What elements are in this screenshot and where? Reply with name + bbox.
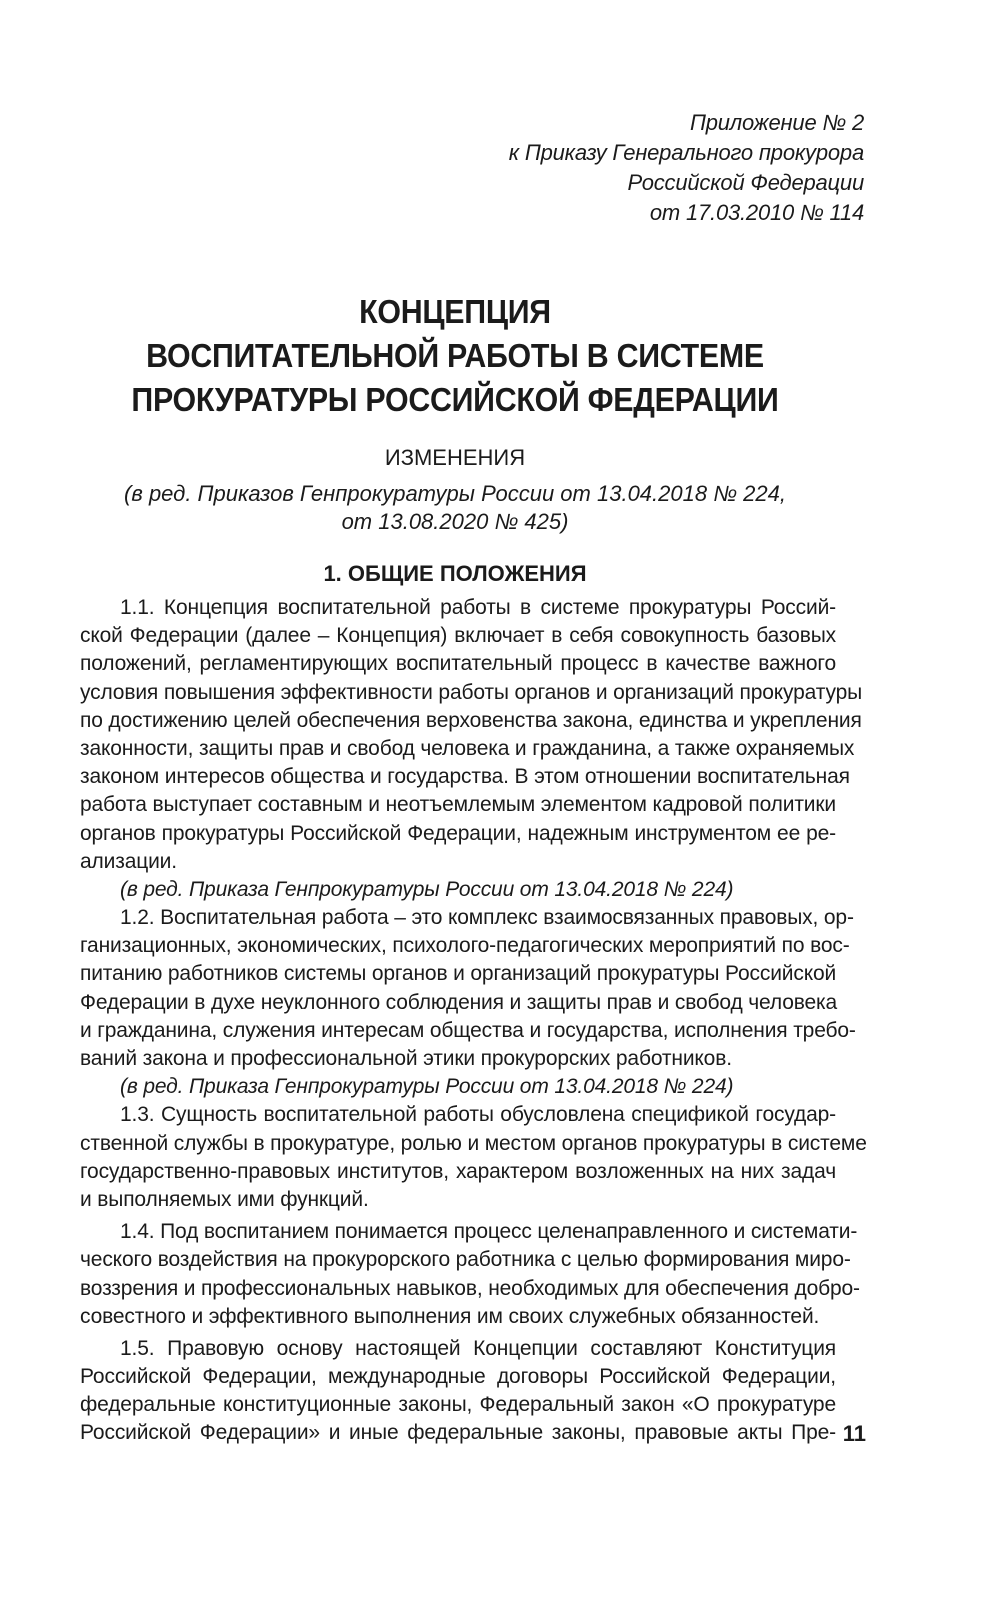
edition-note — [0, 480, 910, 536]
text-line: органов прокуратуры Российской Федерации, надежным инструментом ее ре- — [80, 821, 836, 845]
text-line: 1.3. Сущность воспитательной работы обусловлена спецификой государ- — [120, 1103, 836, 1127]
edition-line: от 13.08.2020 № 425) — [341, 509, 569, 534]
text-line: Федерации в духе неуклонного соблюдения и защиты прав и свобод человека — [80, 990, 838, 1014]
text-line: Российской Федерации, международные договоры Российской Федерации, — [80, 1365, 836, 1389]
text-line: по достижению целей обеспечения верховенства закона, единства и укрепления — [80, 708, 862, 732]
text-line: и выполняемых ими функций. — [80, 1187, 369, 1211]
section-heading: 1. ОБЩИЕ ПОЛОЖЕНИЯ — [323, 561, 587, 586]
text-line: 1.5. Правовую основу настоящей Концепции составляют Конституция — [120, 1336, 836, 1360]
text-line: Российской Федерации» и иные федеральные законы, правовые акты Пре- — [80, 1421, 836, 1445]
body-text — [80, 594, 867, 1448]
appendix-line: от 17.03.2010 № 114 — [649, 200, 864, 225]
edition-line: (в ред. Приказов Генпрокуратуры России от 13.04.2018 № 224, — [124, 481, 786, 506]
appendix-line: Приложение № 2 — [689, 110, 864, 135]
text-line: законности, защиты прав и свобод человека и гражданина, а также охраняемых — [80, 736, 855, 760]
appendix-line: к Приказу Генерального прокурора — [508, 140, 864, 165]
changes-label: ИЗМЕНЕНИЯ — [384, 445, 526, 470]
text-line: ческого воздействия на прокурорского работника с целью формирования миро- — [80, 1248, 851, 1272]
appendix-reference — [509, 108, 864, 228]
text-line: 1.2. Воспитательная работа – это комплекс взаимосвязанных правовых, ор- — [120, 906, 854, 930]
text-line: воззрения и профессиональных навыков, необходимых для обеспечения добро- — [80, 1276, 860, 1300]
document-title — [36, 290, 873, 422]
title-line: ПРОКУРАТУРЫ РОССИЙСКОЙ ФЕДЕРАЦИИ — [131, 381, 779, 418]
text-line: работа выступает составным и неотъемлемым элементом кадровой политики — [80, 793, 836, 817]
edition-note-line: (в ред. Приказа Генпрокуратуры России от 13.04.2018 № 224) — [120, 1075, 734, 1099]
text-line: ализации. — [80, 849, 177, 873]
edition-note-line: (в ред. Приказа Генпрокуратуры России от 13.04.2018 № 224) — [120, 877, 734, 901]
text-line: законом интересов общества и государства. В этом отношении воспитательная — [80, 765, 850, 789]
title-line: КОНЦЕПЦИЯ — [359, 293, 551, 330]
text-line: 1.1. Концепция воспитательной работы в системе прокуратуры Россий- — [120, 596, 836, 619]
text-line: совестного и эффективного выполнения им своих служебных обязанностей. — [80, 1304, 820, 1328]
text-line: ваний закона и профессиональной этики прокурорских работников. — [80, 1047, 732, 1070]
text-line: ганизационных, экономических, психолого-педагогических мероприятий по вос- — [80, 934, 850, 958]
text-line: питанию работников системы органов и организаций прокуратуры Российской — [80, 962, 837, 986]
title-line: ВОСПИТАТЕЛЬНОЙ РАБОТЫ В СИСТЕМЕ — [146, 337, 764, 374]
page-number: 11 — [842, 1421, 866, 1446]
text-line: государственно-правовых институтов, характером возложенных на них задач — [80, 1159, 836, 1183]
text-line: положений, регламентирующих воспитательный процесс в качестве важного — [80, 652, 836, 676]
text-line: и гражданина, служения интересам общества и государства, исполнения требо- — [80, 1018, 856, 1042]
text-line: 1.4. Под воспитанием понимается процесс целенаправленного и системати- — [120, 1220, 858, 1244]
appendix-line: Российской Федерации — [627, 170, 864, 195]
text-line: условия повышения эффективности работы органов и организаций прокуратуры — [80, 680, 863, 704]
text-line: федеральные конституционные законы, Федеральный закон «О прокуратуре — [80, 1393, 836, 1417]
text-line: ской Федерации (далее – Концепция) включает в себя совокупность базовых — [80, 624, 836, 648]
text-line: ственной службы в прокуратуре, ролью и местом органов прокуратуры в системе — [80, 1131, 867, 1155]
